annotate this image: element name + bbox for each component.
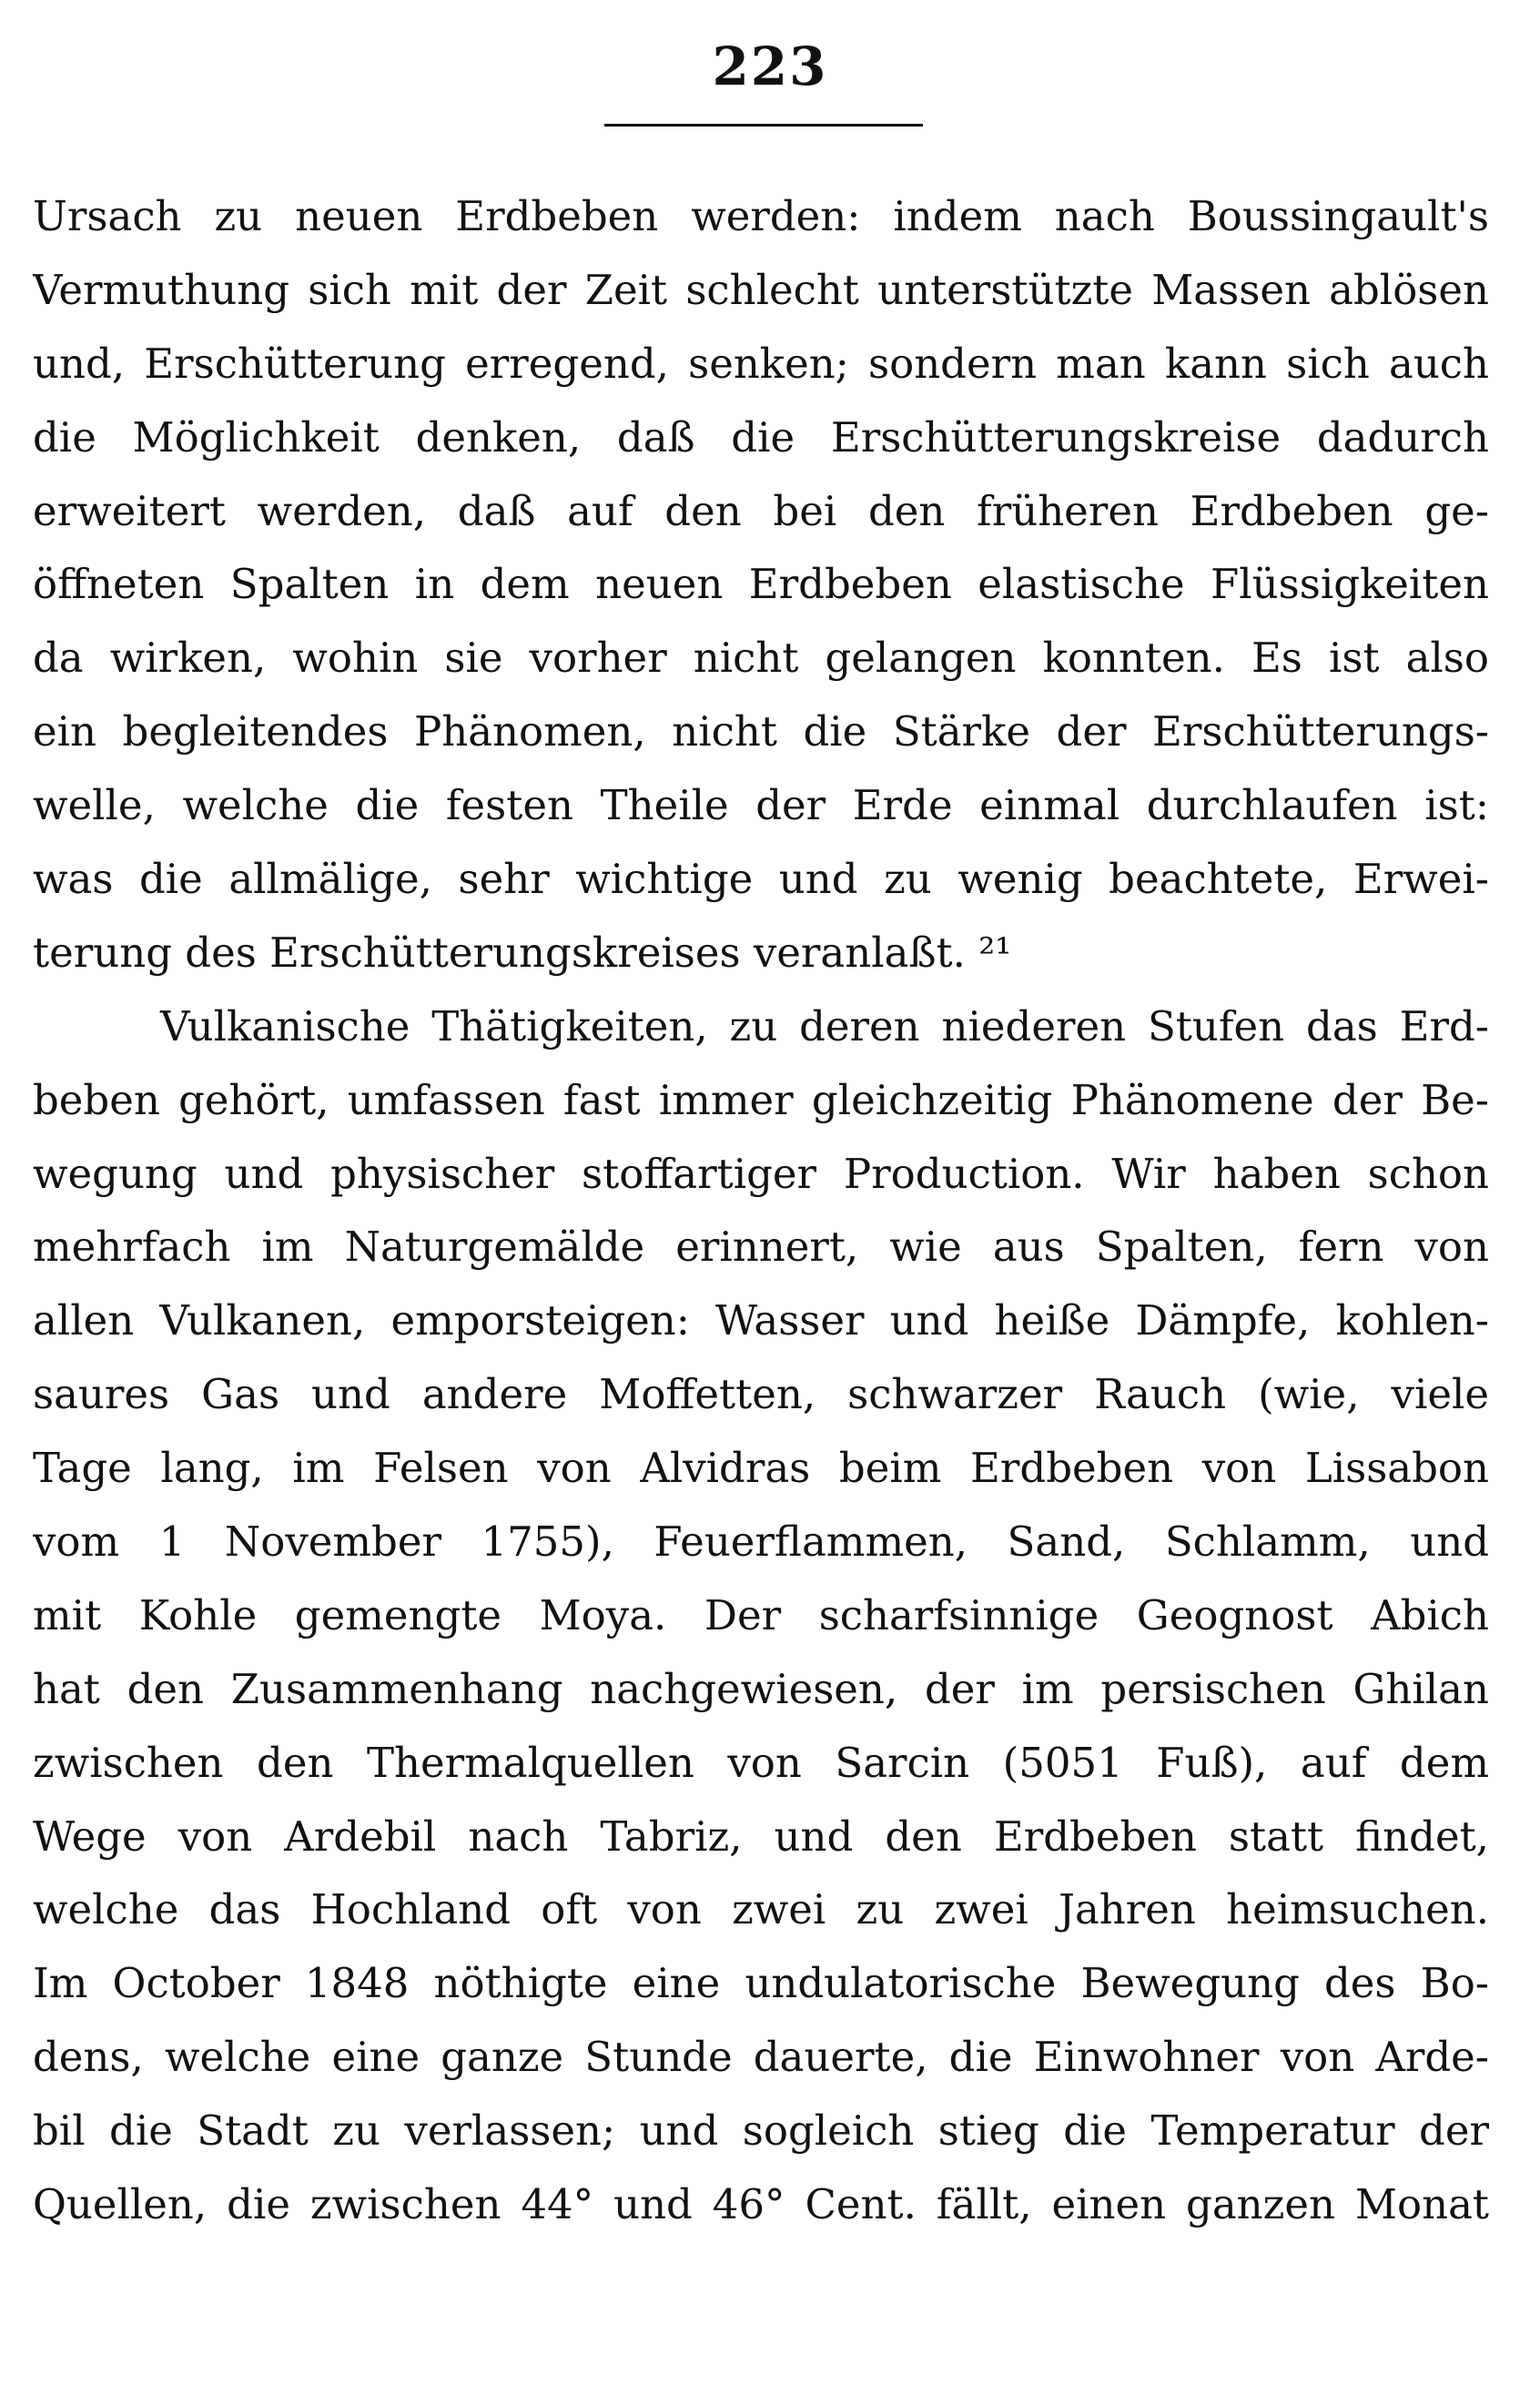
- text-line: welle, welche die festen Theile der Erde einmal durchlaufen ist:: [33, 781, 1489, 830]
- text-line: dens, welche eine ganze Stunde dauerte, die Einwohner von Arde-: [33, 2033, 1489, 2082]
- text-line: Ursach zu neuen Erdbeben werden: indem nach Boussingault's: [33, 192, 1489, 240]
- text-line: Wege von Ardebil nach Tabriz, und den Erdbeben statt findet,: [33, 1812, 1489, 1861]
- text-line: allen Vulkanen, emporsteigen: Wasser und heiße Dämpfe, kohlen-: [33, 1296, 1489, 1345]
- text-line: Vermuthung sich mit der Zeit schlecht unterstützte Massen ablösen: [33, 265, 1489, 314]
- text-line: terung des Erschütterungskreises veranlaßt. ²¹: [33, 928, 1012, 977]
- text-line: beben gehört, umfassen fast immer gleichzeitig Phänomene der Be-: [33, 1075, 1489, 1124]
- header-rule: [604, 124, 923, 127]
- text-line: ein begleitendes Phänomen, nicht die Stärke der Erschütterungs-: [33, 707, 1489, 756]
- text-line: mit Kohle gemengte Moya. Der scharfsinnige Geognost Abich: [33, 1590, 1489, 1639]
- text-line: Vulkanische Thätigkeiten, zu deren niederen Stufen das Erd-: [160, 1001, 1489, 1050]
- text-line: vom 1 November 1755), Feuerflammen, Sand, Schlamm, und: [33, 1517, 1489, 1567]
- text-line: Im October 1848 nöthigte eine undulatorische Bewegung des Bo-: [33, 1959, 1489, 2008]
- text-line: bil die Stadt zu verlassen; und sogleich stieg die Temperatur der: [33, 2106, 1489, 2156]
- text-line: wegung und physischer stoffartiger Production. Wir haben schon: [33, 1149, 1489, 1198]
- text-line: da wirken, wohin sie vorher nicht gelangen konnten. Es ist also: [33, 634, 1489, 683]
- text-line: öffneten Spalten in dem neuen Erdbeben elastische Flüssigkeiten: [33, 560, 1489, 609]
- body-text: [33, 180, 1489, 2242]
- text-line: zwischen den Thermalquellen von Sarcin (5051 Fuß), auf dem: [33, 1738, 1489, 1787]
- text-line: welche das Hochland oft von zwei zu zwei Jahren heimsuchen.: [33, 1885, 1489, 1934]
- text-line: erweitert werden, daß auf den bei den früheren Erdbeben ge-: [33, 486, 1489, 535]
- text-line: mehrfach im Naturgemälde erinnert, wie aus Spalten, fern von: [33, 1223, 1489, 1272]
- text-line: saures Gas und andere Moffetten, schwarzer Rauch (wie, viele: [33, 1370, 1489, 1419]
- page-number: 223: [712, 36, 828, 97]
- text-line: die Möglichkeit denken, daß die Erschütterungskreise dadurch: [33, 412, 1489, 462]
- text-line: Tage lang, im Felsen von Alvidras beim Erdbeben von Lissabon: [33, 1444, 1489, 1493]
- text-line: hat den Zusammenhang nachgewiesen, der im persischen Ghilan: [33, 1664, 1489, 1713]
- text-line: Quellen, die zwischen 44° und 46° Cent. fällt, einen ganzen Monat: [33, 2180, 1489, 2229]
- text-line: und, Erschütterung erregend, senken; sondern man kann sich auch: [33, 339, 1489, 388]
- text-line: was die allmälige, sehr wichtige und zu wenig beachtete, Erwei-: [33, 855, 1489, 904]
